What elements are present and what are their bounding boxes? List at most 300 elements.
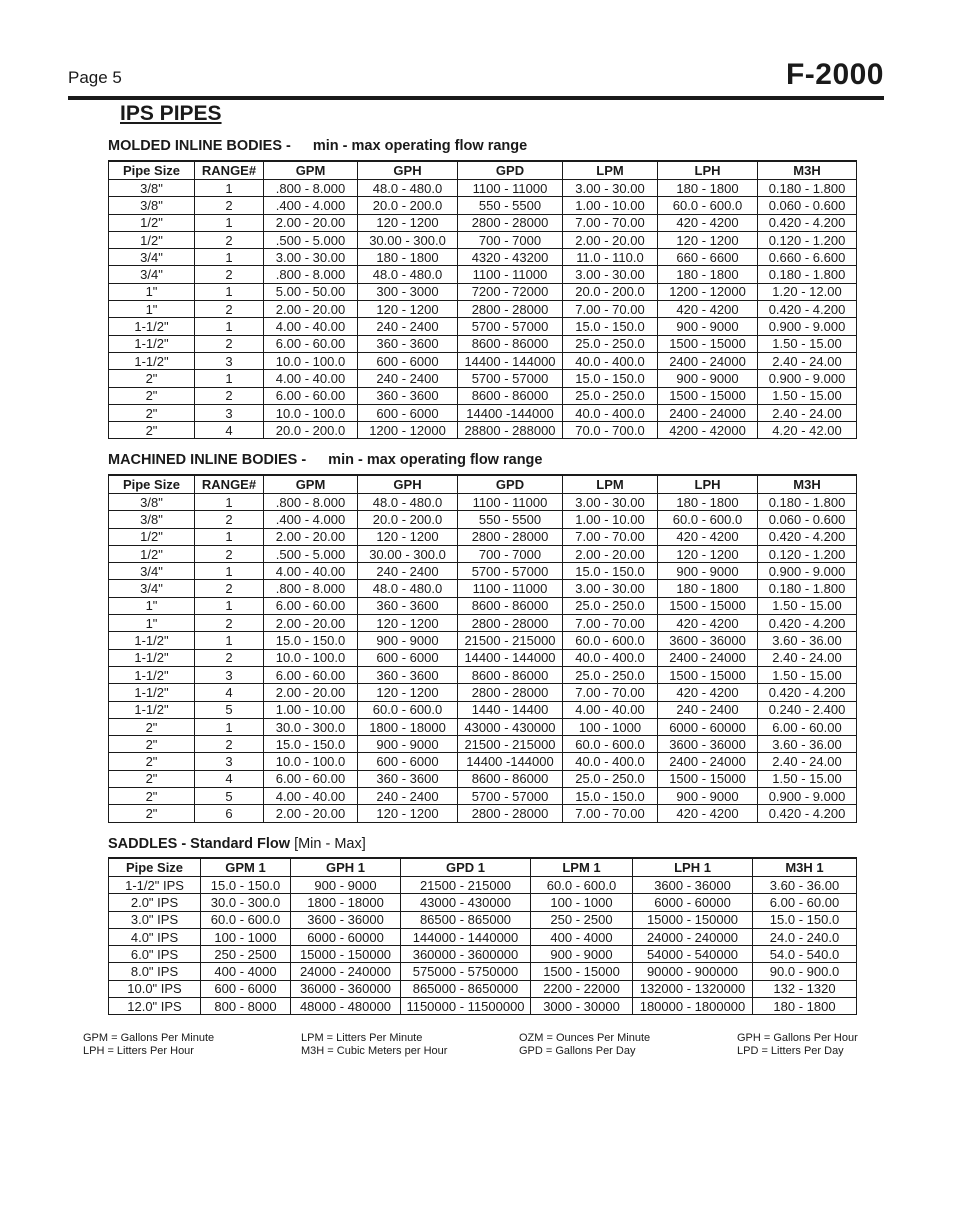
table-row [109, 387, 857, 404]
legend-entry: OZM = Ounces Per Minute [519, 1032, 651, 1044]
table-cell: 700 - 7000 [458, 545, 563, 562]
table-cell: 3/8" [109, 180, 195, 197]
table-cell: 1-1/2" [109, 666, 195, 683]
table-cell: 2.0" IPS [109, 894, 201, 911]
table-cell: 0.420 - 4.200 [758, 684, 857, 701]
table-row [109, 352, 857, 369]
table-cell: 0.180 - 1.800 [758, 580, 857, 597]
table-cell: .800 - 8.000 [264, 580, 358, 597]
table-cell: 3/4" [109, 266, 195, 283]
table-cell: 2.00 - 20.00 [264, 805, 358, 822]
table-cell: 2 [195, 231, 264, 248]
table-cell: 5700 - 57000 [458, 318, 563, 335]
table-cell: 900 - 9000 [658, 563, 758, 580]
table-cell: 7.00 - 70.00 [563, 301, 658, 318]
legend-entry: LPD = Litters Per Day [737, 1045, 844, 1057]
table-cell: 180 - 1800 [753, 998, 857, 1015]
table-cell: 2800 - 28000 [458, 528, 563, 545]
table-cell: 900 - 9000 [531, 946, 633, 963]
table-cell: 900 - 9000 [658, 370, 758, 387]
table-cell: 1 [195, 597, 264, 614]
table-cell: 2 [195, 736, 264, 753]
table-row [109, 266, 857, 283]
table-cell: 0.420 - 4.200 [758, 528, 857, 545]
table-cell: 2" [109, 736, 195, 753]
table-cell: 2 [195, 545, 264, 562]
table-cell: 3.60 - 36.00 [753, 877, 857, 894]
table-cell: 14400 -144000 [458, 404, 563, 421]
table-cell: 7.00 - 70.00 [563, 615, 658, 632]
table-cell: 15.0 - 150.0 [563, 370, 658, 387]
saddles-caption-title: SADDLES - Standard Flow [108, 836, 291, 852]
table-cell: 60.0 - 600.0 [201, 911, 291, 928]
table-cell: 132 - 1320 [753, 980, 857, 997]
table-cell: 2 [195, 335, 264, 352]
table-cell: 48.0 - 480.0 [358, 494, 458, 511]
table-cell: 7.00 - 70.00 [563, 528, 658, 545]
table-cell: 132000 - 1320000 [633, 980, 753, 997]
table-cell: 2 [195, 266, 264, 283]
table-cell: 10.0 - 100.0 [264, 352, 358, 369]
table-cell: 4 [195, 422, 264, 439]
table-cell: 250 - 2500 [201, 946, 291, 963]
table-cell: 1100 - 11000 [458, 494, 563, 511]
table-cell: 8600 - 86000 [458, 597, 563, 614]
table-cell: .500 - 5.000 [264, 231, 358, 248]
table-cell: .400 - 4.000 [264, 511, 358, 528]
table-cell: 1-1/2" [109, 701, 195, 718]
table-cell: 25.0 - 250.0 [563, 770, 658, 787]
table-cell: 24000 - 240000 [633, 928, 753, 945]
table-row [109, 545, 857, 562]
table-cell: 2" [109, 770, 195, 787]
table-cell: 0.180 - 1.800 [758, 266, 857, 283]
table-cell: 1-1/2" [109, 352, 195, 369]
table-row [109, 649, 857, 666]
table-cell: 48.0 - 480.0 [358, 266, 458, 283]
table-row [109, 788, 857, 805]
table-cell: 2" [109, 753, 195, 770]
table-row [109, 318, 857, 335]
table-cell: 5 [195, 788, 264, 805]
table-cell: 0.900 - 9.000 [758, 563, 857, 580]
table-cell: 4 [195, 770, 264, 787]
table-cell: 1 [195, 370, 264, 387]
table-cell: 2.40 - 24.00 [758, 404, 857, 421]
table-row [109, 980, 857, 997]
table-cell: 1-1/2" [109, 335, 195, 352]
machined-caption [108, 452, 542, 468]
table-cell: 1 [195, 249, 264, 266]
table-cell: 0.060 - 0.600 [758, 511, 857, 528]
table-cell: 36000 - 360000 [291, 980, 401, 997]
molded-caption-subtitle: min - max operating flow range [312, 138, 528, 154]
table-cell: 1 [195, 283, 264, 300]
table-row [109, 877, 857, 894]
table-cell: 3600 - 36000 [658, 736, 758, 753]
table-cell: 660 - 6600 [658, 249, 758, 266]
table-cell: 15.0 - 150.0 [563, 563, 658, 580]
header-row [109, 475, 857, 494]
table-cell: 2.40 - 24.00 [758, 753, 857, 770]
table-cell: 7.00 - 70.00 [563, 684, 658, 701]
table-row [109, 911, 857, 928]
table-cell: 6.0" IPS [109, 946, 201, 963]
table-cell: 4.00 - 40.00 [264, 788, 358, 805]
table-cell: 1200 - 12000 [358, 422, 458, 439]
table-cell: 2 [195, 511, 264, 528]
table-cell: 3 [195, 352, 264, 369]
table-cell: 1" [109, 597, 195, 614]
table-cell: 550 - 5500 [458, 197, 563, 214]
table-cell: 4.00 - 40.00 [264, 370, 358, 387]
table-cell: 2.40 - 24.00 [758, 649, 857, 666]
table-cell: 1" [109, 301, 195, 318]
table-cell: 0.900 - 9.000 [758, 788, 857, 805]
table-cell: 6.00 - 60.00 [264, 335, 358, 352]
table-cell: 3/8" [109, 197, 195, 214]
table-cell: 600 - 6000 [358, 404, 458, 421]
table-cell: 1-1/2" [109, 632, 195, 649]
table-cell: 4.0" IPS [109, 928, 201, 945]
table-cell: 1 [195, 718, 264, 735]
table-cell: 0.420 - 4.200 [758, 615, 857, 632]
table-cell: 4.00 - 40.00 [264, 318, 358, 335]
table-cell: 420 - 4200 [658, 805, 758, 822]
table-cell: 1200 - 12000 [658, 283, 758, 300]
table-cell: 1500 - 15000 [658, 666, 758, 683]
table-cell: 2400 - 24000 [658, 404, 758, 421]
table-cell: 240 - 2400 [658, 701, 758, 718]
table-cell: 120 - 1200 [358, 684, 458, 701]
table-cell: 420 - 4200 [658, 528, 758, 545]
table-cell: 3.00 - 30.00 [563, 266, 658, 283]
table-cell: 3600 - 36000 [291, 911, 401, 928]
table-cell: 1-1/2" [109, 318, 195, 335]
table-cell: 2 [195, 301, 264, 318]
table-row [109, 946, 857, 963]
table-cell: 3/4" [109, 563, 195, 580]
table-row [109, 753, 857, 770]
legend-entry: LPH = Litters Per Hour [83, 1045, 194, 1057]
table-cell: 360 - 3600 [358, 770, 458, 787]
table-row [109, 963, 857, 980]
table-cell: 600 - 6000 [358, 352, 458, 369]
table-cell: 360 - 3600 [358, 666, 458, 683]
table-cell: 2.00 - 20.00 [264, 684, 358, 701]
table-cell: .800 - 8.000 [264, 494, 358, 511]
table-cell: 1440 - 14400 [458, 701, 563, 718]
table-cell: 1.50 - 15.00 [758, 770, 857, 787]
table-cell: 3 [195, 404, 264, 421]
table-cell: 30.00 - 300.0 [358, 231, 458, 248]
table-cell: .400 - 4.000 [264, 197, 358, 214]
column-header: GPH 1 [291, 858, 401, 877]
table-row [109, 632, 857, 649]
table-cell: 2400 - 24000 [658, 352, 758, 369]
table-cell: 1.50 - 15.00 [758, 666, 857, 683]
table-cell: 4.20 - 42.00 [758, 422, 857, 439]
table-cell: 5700 - 57000 [458, 370, 563, 387]
table-row [109, 301, 857, 318]
column-header: RANGE# [195, 475, 264, 494]
table-cell: 30.00 - 300.0 [358, 545, 458, 562]
table-cell: 1-1/2" IPS [109, 877, 201, 894]
table-cell: 1500 - 15000 [658, 597, 758, 614]
table-cell: 43000 - 430000 [458, 718, 563, 735]
table-cell: 6.00 - 60.00 [753, 894, 857, 911]
column-header: Pipe Size [109, 161, 195, 180]
table-cell: 8600 - 86000 [458, 335, 563, 352]
table-cell: 8600 - 86000 [458, 666, 563, 683]
table-cell: 60.0 - 600.0 [531, 877, 633, 894]
table-cell: 1" [109, 615, 195, 632]
table-cell: 2 [195, 615, 264, 632]
table-row [109, 770, 857, 787]
table-cell: 8600 - 86000 [458, 770, 563, 787]
table-cell: 240 - 2400 [358, 788, 458, 805]
table-cell: 100 - 1000 [201, 928, 291, 945]
column-header: M3H [758, 475, 857, 494]
table-cell: 180 - 1800 [358, 249, 458, 266]
table-cell: 0.900 - 9.000 [758, 370, 857, 387]
table-cell: 100 - 1000 [563, 718, 658, 735]
table-cell: 15000 - 150000 [291, 946, 401, 963]
column-header: M3H [758, 161, 857, 180]
table-cell: 10.0 - 100.0 [264, 649, 358, 666]
table-cell: 10.0" IPS [109, 980, 201, 997]
table-cell: 6.00 - 60.00 [264, 597, 358, 614]
column-header: GPH [358, 475, 458, 494]
table-cell: 30.0 - 300.0 [201, 894, 291, 911]
table-cell: 1800 - 18000 [291, 894, 401, 911]
table-cell: 144000 - 1440000 [401, 928, 531, 945]
table-cell: 25.0 - 250.0 [563, 666, 658, 683]
page-number: Page 5 [68, 68, 122, 87]
column-header: LPH [658, 475, 758, 494]
table-cell: 5700 - 57000 [458, 563, 563, 580]
table-cell: 14400 -144000 [458, 753, 563, 770]
table-cell: 2" [109, 370, 195, 387]
table-cell: 1 [195, 528, 264, 545]
table-cell: 86500 - 865000 [401, 911, 531, 928]
table-cell: 2" [109, 404, 195, 421]
table-cell: 2" [109, 422, 195, 439]
table-cell: 2800 - 28000 [458, 684, 563, 701]
table-cell: 2.00 - 20.00 [264, 615, 358, 632]
column-header: GPM [264, 161, 358, 180]
table-row [109, 805, 857, 822]
table-cell: 1/2" [109, 231, 195, 248]
table-cell: 2" [109, 788, 195, 805]
table-cell: 900 - 9000 [358, 736, 458, 753]
column-header: RANGE# [195, 161, 264, 180]
table-cell: 48.0 - 480.0 [358, 180, 458, 197]
table-cell: 2400 - 24000 [658, 649, 758, 666]
table-row [109, 615, 857, 632]
column-header: LPM [563, 161, 658, 180]
table-cell: 120 - 1200 [658, 545, 758, 562]
saddles-table [108, 857, 857, 1015]
table-cell: 2 [195, 649, 264, 666]
table-cell: 420 - 4200 [658, 214, 758, 231]
table-cell: 2200 - 22000 [531, 980, 633, 997]
table-cell: 900 - 9000 [658, 788, 758, 805]
table-cell: 3000 - 30000 [531, 998, 633, 1015]
table-cell: 1.20 - 12.00 [758, 283, 857, 300]
table-cell: 120 - 1200 [658, 231, 758, 248]
table-cell: 7.00 - 70.00 [563, 805, 658, 822]
legend-column [737, 1032, 954, 1058]
legend-entry: GPH = Gallons Per Hour [737, 1032, 858, 1044]
table-cell: 600 - 6000 [358, 753, 458, 770]
table-cell: 1 [195, 632, 264, 649]
table-row [109, 283, 857, 300]
table-cell: 25.0 - 250.0 [563, 335, 658, 352]
table-cell: 40.0 - 400.0 [563, 649, 658, 666]
table-cell: 2" [109, 387, 195, 404]
table-cell: 21500 - 215000 [458, 736, 563, 753]
column-header: GPD [458, 161, 563, 180]
table-cell: 1 [195, 494, 264, 511]
table-cell: 24000 - 240000 [291, 963, 401, 980]
table-cell: 0.180 - 1.800 [758, 494, 857, 511]
table-cell: 360 - 3600 [358, 387, 458, 404]
column-header: LPH [658, 161, 758, 180]
table-cell: 2800 - 28000 [458, 214, 563, 231]
table-cell: 2.00 - 20.00 [264, 214, 358, 231]
table-cell: 6.00 - 60.00 [264, 666, 358, 683]
table-row [109, 404, 857, 421]
table-cell: 0.180 - 1.800 [758, 180, 857, 197]
column-header: LPM [563, 475, 658, 494]
table-cell: 1 [195, 563, 264, 580]
table-cell: .800 - 8.000 [264, 180, 358, 197]
table-cell: 15.0 - 150.0 [264, 736, 358, 753]
section-title: IPS PIPES [120, 102, 222, 125]
table-cell: 2" [109, 718, 195, 735]
table-cell: 3/4" [109, 249, 195, 266]
table-cell: 2.40 - 24.00 [758, 352, 857, 369]
table-cell: 100 - 1000 [531, 894, 633, 911]
table-cell: 54000 - 540000 [633, 946, 753, 963]
table-cell: 700 - 7000 [458, 231, 563, 248]
table-cell: 11.0 - 110.0 [563, 249, 658, 266]
table-cell: 420 - 4200 [658, 684, 758, 701]
table-cell: 2.00 - 20.00 [264, 301, 358, 318]
table-cell: 3.00 - 30.00 [563, 180, 658, 197]
table-row [109, 249, 857, 266]
table-row [109, 928, 857, 945]
molded-caption-title: MOLDED INLINE BODIES - [108, 138, 291, 154]
table-cell: 1100 - 11000 [458, 580, 563, 597]
table-cell: 2 [195, 580, 264, 597]
table-cell: 4.00 - 40.00 [264, 563, 358, 580]
table-cell: 1" [109, 283, 195, 300]
legend-entry: GPM = Gallons Per Minute [83, 1032, 215, 1044]
column-header: GPM [264, 475, 358, 494]
table-cell: 400 - 4000 [531, 928, 633, 945]
table-cell: 15.0 - 150.0 [264, 632, 358, 649]
column-header: GPD 1 [401, 858, 531, 877]
table-cell: 54.0 - 540.0 [753, 946, 857, 963]
table-cell: 20.0 - 200.0 [358, 511, 458, 528]
table-cell: 300 - 3000 [358, 283, 458, 300]
table-cell: 2800 - 28000 [458, 805, 563, 822]
table-cell: 60.0 - 600.0 [563, 736, 658, 753]
table-cell: 8.0" IPS [109, 963, 201, 980]
saddles-caption [108, 836, 366, 852]
table-cell: 360000 - 3600000 [401, 946, 531, 963]
table-cell: 70.0 - 700.0 [563, 422, 658, 439]
table-cell: 15000 - 150000 [633, 911, 753, 928]
table-cell: 6000 - 60000 [291, 928, 401, 945]
legend-entry: GPD = Gallons Per Day [519, 1045, 636, 1057]
table-cell: 0.420 - 4.200 [758, 301, 857, 318]
table-cell: 5700 - 57000 [458, 788, 563, 805]
table-cell: 180 - 1800 [658, 580, 758, 597]
table-cell: 240 - 2400 [358, 318, 458, 335]
table-cell: 1500 - 15000 [658, 387, 758, 404]
table-cell: 0.120 - 1.200 [758, 545, 857, 562]
table-row [109, 563, 857, 580]
table-cell: 60.0 - 600.0 [658, 511, 758, 528]
table-cell: 15.0 - 150.0 [201, 877, 291, 894]
table-cell: 1/2" [109, 528, 195, 545]
header-divider [68, 96, 884, 100]
table-cell: 3600 - 36000 [633, 877, 753, 894]
table-cell: 1100 - 11000 [458, 266, 563, 283]
table-cell: 900 - 9000 [358, 632, 458, 649]
table-row [109, 422, 857, 439]
table-cell: 14400 - 144000 [458, 649, 563, 666]
table-cell: 600 - 6000 [358, 649, 458, 666]
machined-caption-title: MACHINED INLINE BODIES - [108, 452, 307, 468]
column-header: Pipe Size [109, 475, 195, 494]
table-cell: 6000 - 60000 [633, 894, 753, 911]
table-cell: 4320 - 43200 [458, 249, 563, 266]
table-row [109, 335, 857, 352]
table-cell: 6 [195, 805, 264, 822]
table-cell: 8600 - 86000 [458, 387, 563, 404]
column-header: GPM 1 [201, 858, 291, 877]
table-cell: 865000 - 8650000 [401, 980, 531, 997]
table-cell: 3.00 - 30.00 [264, 249, 358, 266]
table-cell: 6000 - 60000 [658, 718, 758, 735]
table-cell: 3600 - 36000 [658, 632, 758, 649]
table-cell: 0.120 - 1.200 [758, 231, 857, 248]
table-cell: 2800 - 28000 [458, 301, 563, 318]
table-row [109, 718, 857, 735]
table-cell: 550 - 5500 [458, 511, 563, 528]
table-cell: 3/8" [109, 511, 195, 528]
table-cell: 0.660 - 6.600 [758, 249, 857, 266]
table-cell: 1800 - 18000 [358, 718, 458, 735]
table-cell: 2800 - 28000 [458, 615, 563, 632]
table-cell: 360 - 3600 [358, 335, 458, 352]
table-cell: 180000 - 1800000 [633, 998, 753, 1015]
table-cell: 180 - 1800 [658, 180, 758, 197]
table-cell: 1/2" [109, 545, 195, 562]
table-cell: 60.0 - 600.0 [563, 632, 658, 649]
table-row [109, 511, 857, 528]
table-row [109, 231, 857, 248]
table-cell: 15.0 - 150.0 [563, 318, 658, 335]
table-cell: 1500 - 15000 [658, 770, 758, 787]
table-cell: 120 - 1200 [358, 301, 458, 318]
machined-caption-subtitle: min - max operating flow range [328, 452, 543, 468]
table-cell: 900 - 9000 [658, 318, 758, 335]
